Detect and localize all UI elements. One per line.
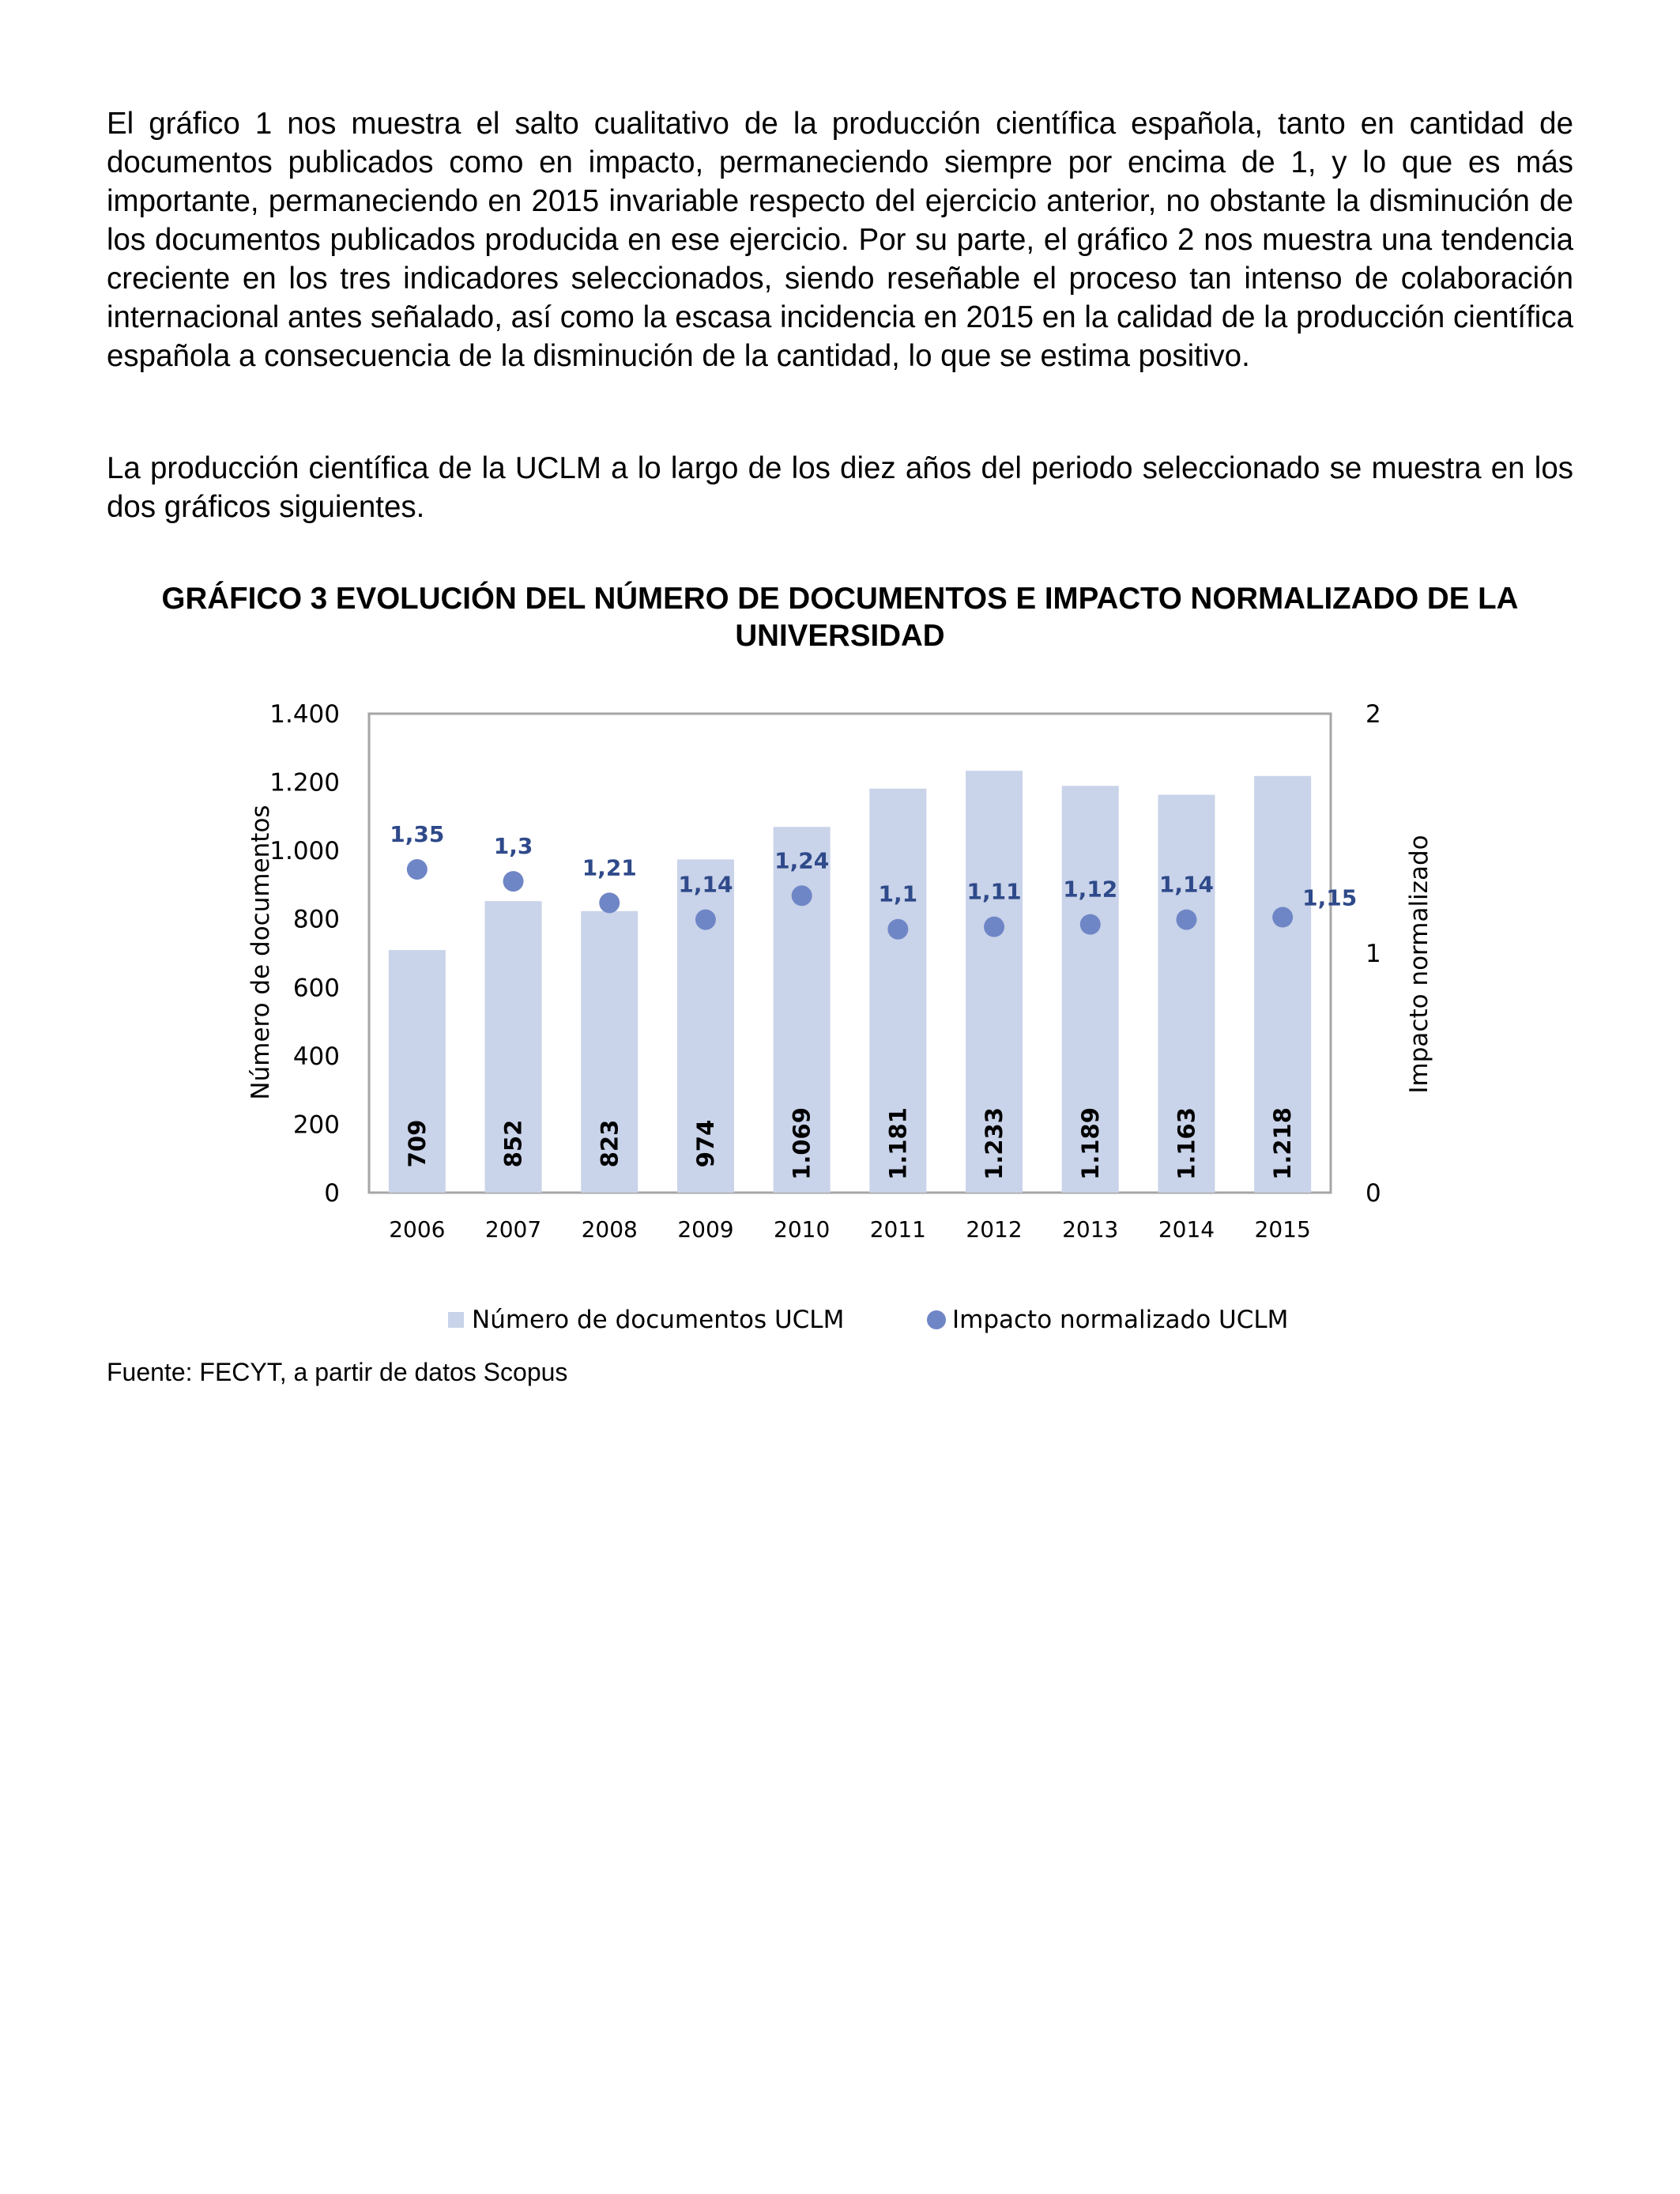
bar-label-2015: 1.218 [1269, 1107, 1297, 1180]
impact-label-2012: 1,11 [966, 878, 1022, 905]
x-tick-label-2013: 2013 [1062, 1216, 1119, 1242]
impact-point-2008 [599, 892, 620, 913]
impact-point-2014 [1176, 910, 1196, 930]
legend-marker-impact [927, 1310, 946, 1329]
x-tick-label-2007: 2007 [484, 1216, 542, 1242]
impact-point-2007 [503, 871, 524, 892]
y2-tick-label: 0 [1365, 1179, 1381, 1208]
impact-point-2010 [792, 885, 812, 906]
impact-label-2008: 1,21 [582, 854, 637, 881]
x-tick-label-2006: 2006 [389, 1216, 446, 1242]
chart-legend [448, 1306, 1288, 1334]
x-tick-label-2009: 2009 [677, 1216, 734, 1242]
impact-label-2015: 1,15 [1302, 884, 1358, 911]
x-tick-label-2008: 2008 [581, 1216, 638, 1242]
y-tick-label: 400 [292, 1042, 340, 1071]
figure-source: Fuente: FECYT, a partir de datos Scopus [107, 1358, 568, 1386]
impact-label-2010: 1,24 [774, 847, 830, 874]
y-tick-label: 1.400 [269, 700, 340, 729]
impact-label-2007: 1,3 [493, 833, 533, 860]
figure-title: GRÁFICO 3 EVOLUCIÓN DEL NÚMERO DE DOCUMENTOS E IMPACTO NORMALIZADO DE LA UNIVERSIDAD [161, 582, 1519, 653]
bar-label-2013: 1.189 [1076, 1107, 1104, 1180]
y-tick-label: 800 [292, 905, 340, 934]
impact-label-2009: 1,14 [678, 871, 733, 898]
impact-label-2014: 1,14 [1158, 871, 1214, 898]
x-tick-label-2011: 2011 [869, 1216, 926, 1242]
impact-point-2006 [407, 859, 428, 880]
y2-axis-title: Impacto normalizado [1405, 835, 1433, 1094]
x-tick-label-2014: 2014 [1158, 1216, 1215, 1242]
bar-label-2012: 1.233 [981, 1107, 1008, 1180]
impact-point-2015 [1272, 907, 1293, 928]
legend-label-impact: Impacto normalizado UCLM [952, 1306, 1289, 1334]
bar-label-2008: 823 [596, 1119, 623, 1168]
x-tick-label-2012: 2012 [966, 1216, 1023, 1242]
impact-point-2013 [1080, 914, 1101, 935]
y2-tick-label: 2 [1365, 700, 1381, 729]
impact-label-2011: 1,1 [878, 880, 918, 907]
bar-label-2009: 974 [691, 1119, 719, 1168]
y-tick-label: 1.200 [269, 768, 340, 797]
body-paragraph-2: La producción científica de la UCLM a lo largo de los diez años del periodo seleccionado se muestra en los dos gráficos siguientes. [107, 451, 1573, 524]
impact-point-2011 [887, 919, 908, 940]
impact-label-2006: 1,35 [390, 820, 445, 847]
legend-label-documents: Número de documentos UCLM [472, 1306, 845, 1334]
y2-tick-label: 1 [1365, 940, 1381, 968]
y-tick-label: 1.000 [269, 837, 340, 866]
x-tick-label-2010: 2010 [774, 1216, 831, 1242]
bar-label-2006: 709 [403, 1119, 431, 1168]
y-axis-title: Número de documentos [247, 805, 275, 1100]
impact-label-2013: 1,12 [1063, 876, 1118, 903]
y-tick-label: 600 [292, 974, 340, 1003]
bar-label-2007: 852 [499, 1119, 527, 1168]
impact-point-2009 [695, 910, 716, 930]
bar-label-2014: 1.163 [1173, 1107, 1200, 1180]
y-tick-label: 0 [324, 1179, 340, 1208]
bar-label-2010: 1.069 [788, 1107, 816, 1180]
legend-swatch-documents [448, 1312, 464, 1328]
bar-label-2011: 1.181 [884, 1107, 912, 1180]
impact-point-2012 [984, 917, 1004, 937]
y-tick-label: 200 [292, 1110, 340, 1140]
body-paragraph-1: El gráfico 1 nos muestra el salto cualitativo de la producción científica española, tanto en cantidad de documentos publicados como en impacto, permaneciendo siempre por encima de 1, y lo que es más importante, permaneciendo en 2015 invariable respecto del ejercicio anterior, no obstante la disminución de los documentos publicados producida en ese ejercicio. Por su parte, el gráfico 2 nos muestra una tendencia creciente en los tres indicadores seleccionados, siendo reseñable el proceso tan intenso de colaboración internacional antes señalado, así como la escasa incidencia en 2015 en la calidad de la producción científica española a consecuencia de la disminución de la cantidad, lo que se estima positivo. [107, 107, 1573, 373]
x-tick-label-2015: 2015 [1254, 1216, 1311, 1242]
